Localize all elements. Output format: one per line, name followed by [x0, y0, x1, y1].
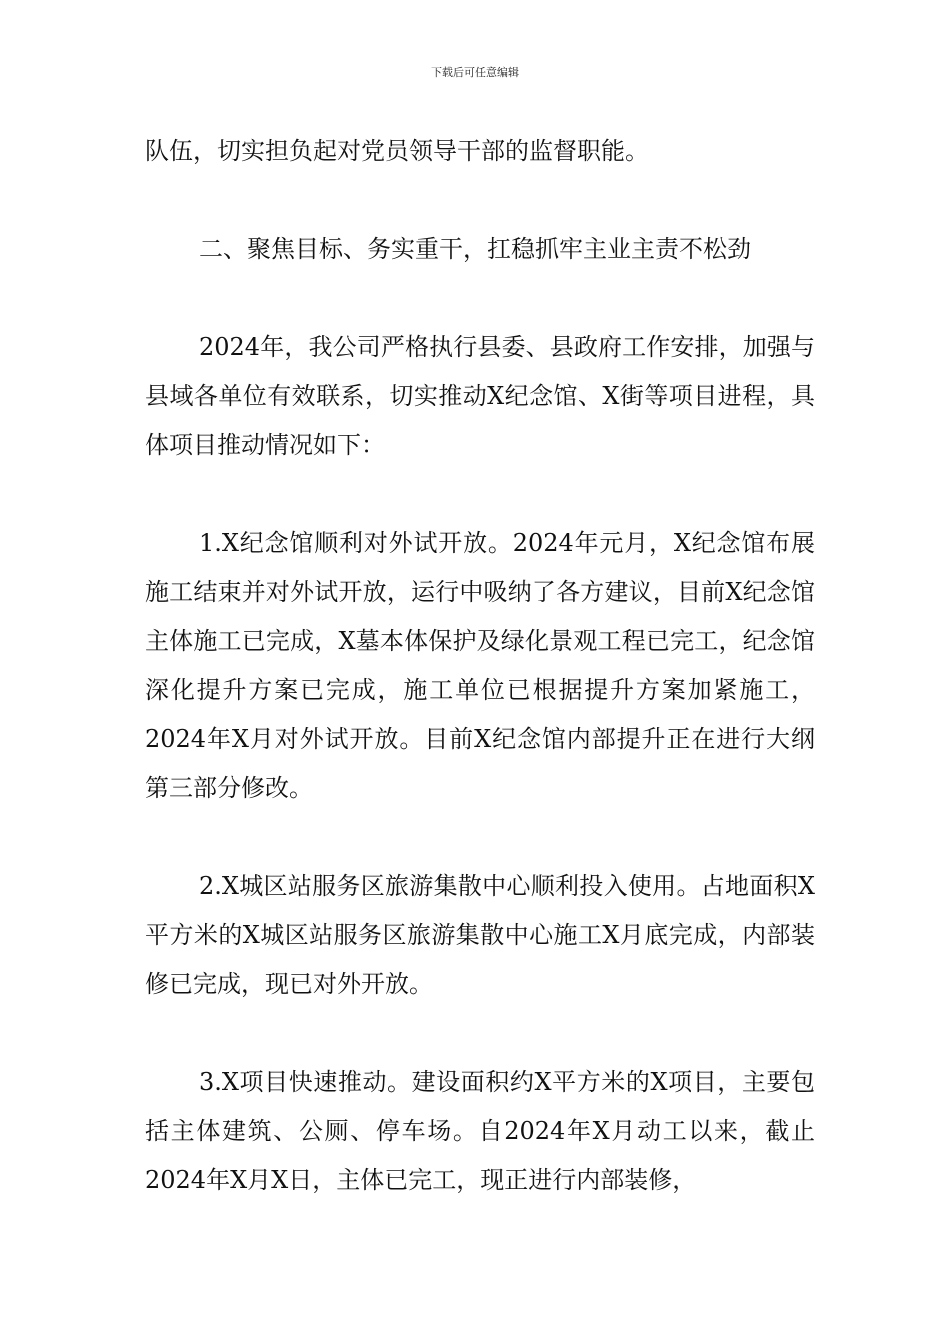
paragraph-item-3: 3.X项目快速推动。建设面积约X平方米的X项目，主要包括主体建筑、公厕、停车场。自2024年X月动工以来，截止2024年X月X日，主体已完工，现正进行内部装修， [145, 1068, 815, 1194]
paragraph-item-1: 1.X纪念馆顺利对外试开放。2024年元月，X纪念馆布展施工结束并对外试开放，运行中吸纳了各方建议，目前X纪念馆主体施工已完成，X墓本体保护及绿化景观工程已完工，纪念馆深化提升方案已完成，施工单位已根据提升方案加紧施工，2024年X月对外试开放。目前X纪念馆内部提升正在进行大纲第三部分修改。 [145, 529, 815, 802]
section-heading: 二、聚焦目标、务实重干，扛稳抓牢主业主责不松劲 [199, 235, 751, 263]
paragraph-continuation: 队伍，切实担负起对党员领导干部的监督职能。 [145, 137, 649, 165]
page-header: 下载后可任意编辑 [431, 66, 519, 79]
paragraph-item-2: 2.X城区站服务区旅游集散中心顺利投入使用。占地面积X平方米的X城区站服务区旅游集散中心施工X月底完成，内部装修已完成，现已对外开放。 [145, 872, 815, 998]
paragraph-intro: 2024年，我公司严格执行县委、县政府工作安排，加强与县域各单位有效联系，切实推动X纪念馆、X街等项目进程，具体项目推动情况如下： [145, 333, 815, 459]
document-body [145, 127, 815, 1205]
